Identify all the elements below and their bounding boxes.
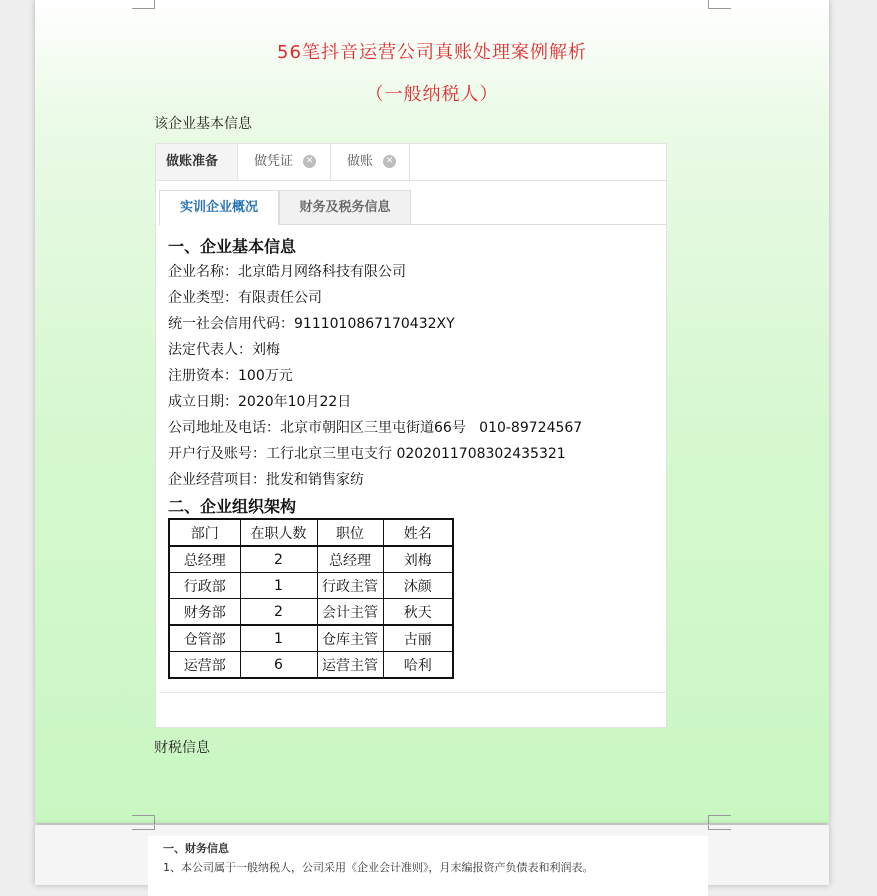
info-credit-code: 统一社会信用代码：9111010867170432XY <box>168 316 455 332</box>
table-header-cell: 姓名 <box>383 519 453 546</box>
table-cell: 仓管部 <box>169 625 240 652</box>
next-document-page <box>35 825 829 885</box>
tab-make-voucher[interactable] <box>238 144 331 180</box>
document-subtitle: （一般纳税人） <box>365 84 499 105</box>
table-header-cell: 职位 <box>317 519 383 546</box>
table-cell: 6 <box>240 652 317 679</box>
table-row <box>169 599 453 626</box>
info-address-phone: 公司地址及电话：北京市朝阳区三里屯街道66号 010-89724567 <box>168 420 583 436</box>
tab-bookkeeping[interactable] <box>331 144 410 180</box>
top-tab-bar <box>156 144 666 181</box>
close-icon[interactable]: ✕ <box>303 155 316 168</box>
document-title: 56笔抖音运营公司真账处理案例解析 <box>277 42 587 63</box>
table-cell: 总经理 <box>169 546 240 573</box>
info-bank-account: 开户行及账号：工行北京三里屯支行 0202011708302435321 <box>168 446 566 462</box>
table-cell: 2 <box>240 546 317 573</box>
tab-label: 做账 <box>347 154 374 169</box>
table-row <box>169 546 453 573</box>
info-legal-rep: 法定代表人：刘梅 <box>168 342 280 358</box>
table-cell: 会计主管 <box>317 599 383 626</box>
tab-content <box>159 224 666 693</box>
section-heading: 二、企业组织架构 <box>168 497 297 516</box>
footer-label: 财税信息 <box>154 740 210 756</box>
crop-mark <box>132 815 155 824</box>
section-heading: 一、企业基本信息 <box>168 237 297 256</box>
table-cell: 1 <box>240 573 317 599</box>
table-cell: 财务部 <box>169 599 240 626</box>
close-icon[interactable]: ✕ <box>383 155 396 168</box>
next-page-text: 1、本公司属于一般纳税人，公司采用《企业会计准则》，月末编报资产负债表和利润表。 <box>163 861 594 874</box>
sub-tab-bar <box>159 190 666 225</box>
table-row <box>169 573 453 599</box>
embedded-app-screenshot <box>155 143 667 728</box>
table-header-cell: 在职人数 <box>240 519 317 546</box>
table-cell: 哈利 <box>383 652 453 679</box>
crop-mark <box>708 825 731 830</box>
info-capital: 注册资本：100万元 <box>168 368 293 384</box>
tab-finance-tax-info[interactable]: 财务及税务信息 <box>279 190 411 224</box>
info-company-name: 企业名称：北京皓月网络科技有限公司 <box>168 264 406 280</box>
table-cell: 行政主管 <box>317 573 383 599</box>
table-cell: 行政部 <box>169 573 240 599</box>
table-cell: 古丽 <box>383 625 453 652</box>
table-cell: 沐颜 <box>383 573 453 599</box>
table-header-row <box>169 519 453 546</box>
next-page-heading: 一、财务信息 <box>163 842 229 855</box>
table-row <box>169 625 453 652</box>
table-cell: 运营主管 <box>317 652 383 679</box>
tab-label: 做账准备 <box>166 154 219 169</box>
table-cell: 1 <box>240 625 317 652</box>
org-structure-table <box>168 518 454 679</box>
table-cell: 刘梅 <box>383 546 453 573</box>
table-header-cell: 部门 <box>169 519 240 546</box>
table-cell: 运营部 <box>169 652 240 679</box>
info-business-scope: 企业经营项目：批发和销售家纺 <box>168 472 364 488</box>
info-company-type: 企业类型：有限责任公司 <box>168 290 322 306</box>
intro-label: 该企业基本信息 <box>154 116 252 132</box>
crop-mark <box>708 0 731 9</box>
crop-mark <box>708 815 731 824</box>
crop-mark <box>132 825 155 830</box>
table-cell: 总经理 <box>317 546 383 573</box>
tab-accounting-prep[interactable] <box>156 144 238 180</box>
info-founded: 成立日期：2020年10月22日 <box>168 394 352 410</box>
crop-mark <box>132 0 155 9</box>
table-cell: 2 <box>240 599 317 626</box>
tab-company-overview[interactable]: 实训企业概况 <box>159 190 279 225</box>
table-row <box>169 652 453 679</box>
table-cell: 仓库主管 <box>317 625 383 652</box>
table-cell: 秋天 <box>383 599 453 626</box>
tab-label: 做凭证 <box>254 154 294 169</box>
